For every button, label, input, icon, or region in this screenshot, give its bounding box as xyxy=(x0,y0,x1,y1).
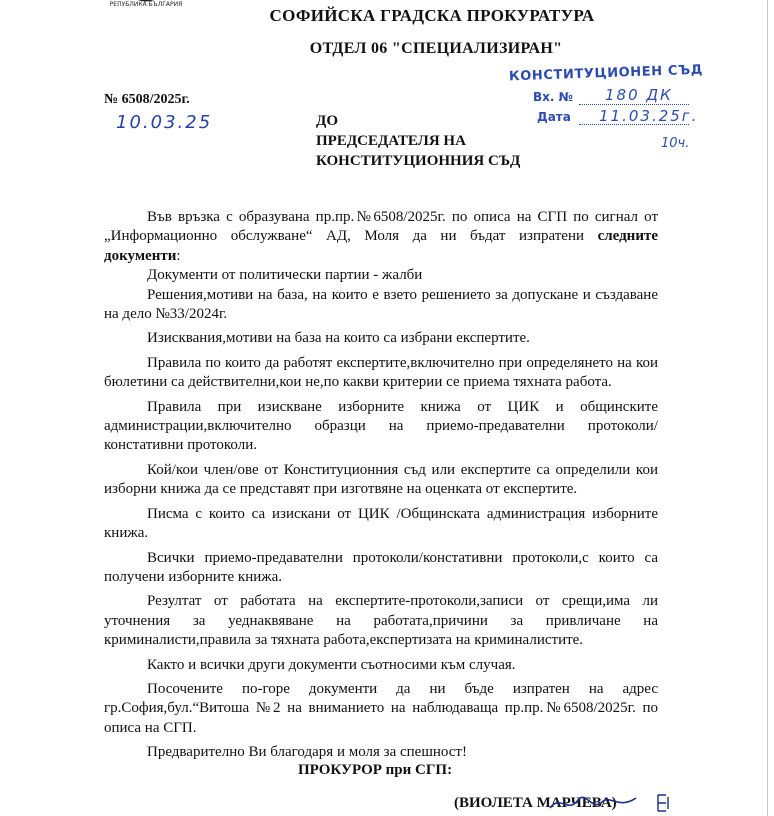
list-item: Кой/кои член/ове от Конституционния съд или експертите са определили кои изборни книжа да се представят при изготвяне на оценката от експертите. xyxy=(104,461,658,498)
addressee-block xyxy=(316,111,520,171)
document-number: № 6508/2025г. xyxy=(104,92,190,107)
list-item: Документи от политически партии - жалби xyxy=(147,267,423,284)
list-item: Правила по които да работят експертите,включително при определянето на кои бюлетини са действителни,кои не,по какви критерии се приема тяхната работа. xyxy=(104,354,658,391)
stamp-date-label: Дата xyxy=(537,110,571,124)
intro-text: Във връзка с образувана пр.пр.№6508/2025г. по описа на СГП по сигнал от „Информационно обслужване“ АД, Моля да ни бъдат изпратени xyxy=(104,209,658,245)
department-title: ОТДЕЛ 06 "СПЕЦИАЛИЗИРАН" xyxy=(309,40,563,57)
stamp-in-value: 180 ДК xyxy=(605,86,673,104)
stamp-title: КОНСТИТУЦИОНЕН СЪД xyxy=(508,62,704,85)
list-item: Всички приемо-предавателни протоколи/констативни протоколи,с които са получени изборните книжа. xyxy=(104,549,658,585)
list-item: Както и всички други документи съотносими към случая. xyxy=(147,656,516,673)
svg-text:РЕПУБЛИКА БЪЛГАРИЯ: РЕПУБЛИКА БЪЛГАРИЯ xyxy=(109,1,183,8)
handwritten-signature xyxy=(548,790,638,816)
stamp-in-label: Вх. № xyxy=(533,90,574,104)
page-edge xyxy=(767,0,768,816)
signer-name: (ВИОЛЕТА МАРЧЕВА) xyxy=(454,795,617,811)
list-item: Писма с които са изискани от ЦИК /Общинската администрация изборните книжа. xyxy=(104,505,658,542)
list-item: Изисквания,мотиви на база на които са избрани експертите. xyxy=(147,330,530,347)
list-item: Предварително Ви благодаря и моля за спешност! xyxy=(147,744,467,761)
stamp-time: 10ч. xyxy=(661,136,690,151)
initials-mark xyxy=(656,793,670,813)
stamp-line xyxy=(579,104,689,105)
addressee-line: КОНСТИТУЦИОННИЯ СЪД xyxy=(316,153,521,169)
list-item: Резултат от работата на експертите-протоколи,записи от срещи,има ли уточнения за уеднаквяване на работата,причини за привличане на криминалисти,правила за тяхната работа,експертизата на криминалистите. xyxy=(104,593,658,649)
list-item: Посочените по-горе документи да ни бъде изпратен на адрес гр.София,бул.“Витоша №2 на вниманието на наблюдаваща пр.пр.№6508/2025г. по описа на СГП. xyxy=(104,680,658,736)
registration-stamp xyxy=(507,60,707,151)
intro-paragraph xyxy=(104,208,658,266)
addressee-to: ДО xyxy=(316,113,338,129)
intro-colon: : xyxy=(176,247,181,264)
handwritten-date: 10.03.25 xyxy=(116,112,213,133)
signature-title: ПРОКУРОР при СГП: xyxy=(298,762,453,778)
list-item: Правила при изискване изборните книжа от ЦИК и общинските администрации,включително образци на приемо-предавателни протоколи/констативни протоколи. xyxy=(104,398,658,454)
stamp-date-value: 11.03.25г. xyxy=(599,107,699,125)
addressee-line: ПРЕДСЕДАТЕЛЯ НА xyxy=(316,133,466,149)
intro-bold: следните документи xyxy=(104,228,658,264)
organization-title: СОФИЙСКА ГРАДСКА ПРОКУРАТУРА xyxy=(269,6,595,25)
letter-body xyxy=(104,208,658,763)
list-item: Решения,мотиви на база, на които е взето решението за допускане и създаване на дело №33/2024г. xyxy=(104,286,658,323)
